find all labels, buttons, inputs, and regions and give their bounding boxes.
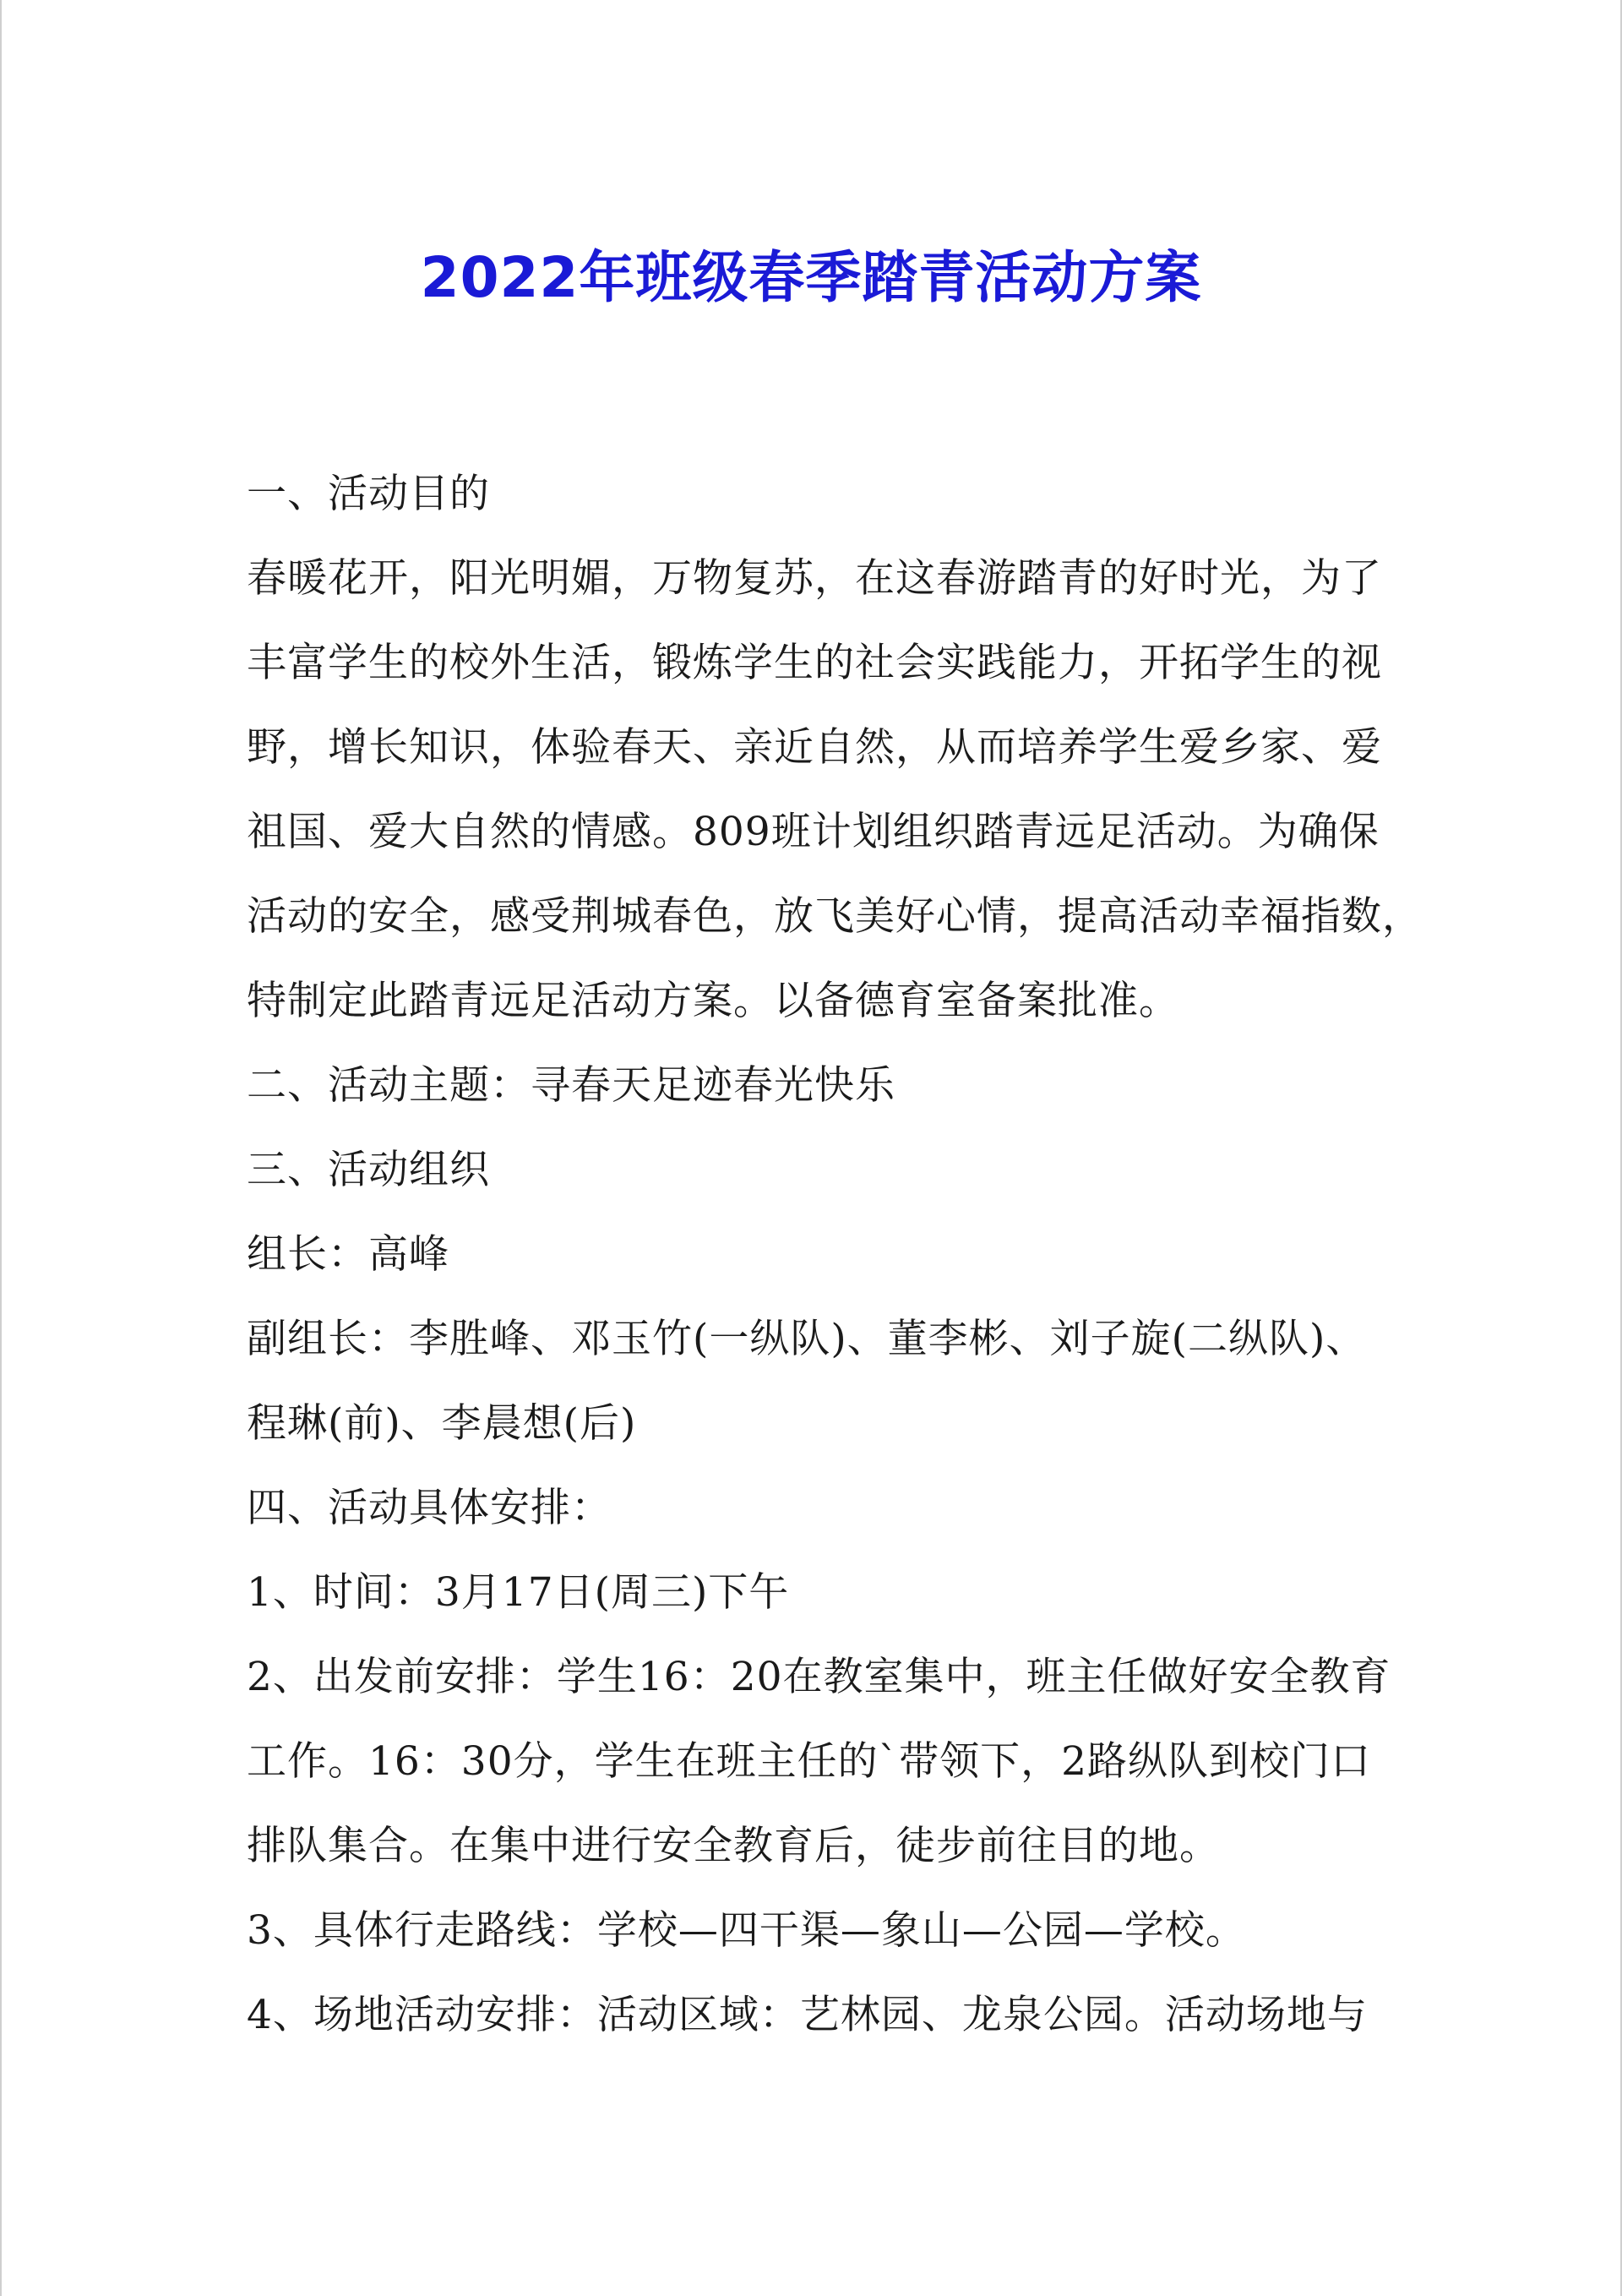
leader-line: 组长：高峰 [247,1231,449,1278]
arrangement-item: 工作。16：30分，学生在班主任的`带领下，2路纵队到校门口 [247,1738,1372,1785]
deputy-leaders-line: 程琳(前)、李晨想(后) [247,1400,637,1447]
paragraph-line: 祖国、爱大自然的情感。809班计划组织踏青远足活动。为确保 [247,809,1380,855]
document-body [247,452,1423,2058]
paragraph-line: 丰富学生的校外生活，锻炼学生的社会实践能力，开拓学生的视 [247,640,1382,686]
section-heading-arrangement: 四、活动具体安排： [247,1485,612,1531]
document-title: 2022年班级春季踏青活动方案 [420,245,1202,311]
paragraph-line: 特制定此踏青远足活动方案。以备德育室备案批准。 [247,978,1179,1024]
page-border-left [0,0,2,2296]
arrangement-item: 排队集合。在集中进行安全教育后，徒步前往目的地。 [247,1823,1220,1869]
paragraph-line: 野，增长知识，体验春天、亲近自然，从而培养学生爱乡家、爱 [247,724,1382,771]
arrangement-item: 4、场地活动安排：活动区域：艺林园、龙泉公园。活动场地与 [247,1992,1368,2038]
deputy-leaders-line: 副组长：李胜峰、邓玉竹(一纵队)、董李彬、刘子旋(二纵队)、 [247,1316,1367,1362]
arrangement-item: 1、时间：3月17日(周三)下午 [247,1569,790,1616]
arrangement-item: 3、具体行走路线：学校—四干渠—象山—公园—学校。 [247,1907,1246,1954]
arrangement-item: 2、出发前安排：学生16：20在教室集中，班主任做好安全教育 [247,1654,1391,1700]
paragraph-line: 活动的安全，感受荆城春色，放飞美好心情，提高活动幸福指数， [247,893,1423,940]
section-heading-purpose: 一、活动目的 [247,471,490,517]
section-heading-theme: 二、活动主题：寻春天足迹春光快乐 [247,1062,895,1109]
section-heading-organization: 三、活动组织 [247,1147,490,1193]
paragraph-line: 春暖花开，阳光明媚，万物复苏，在这春游踏青的好时光，为了 [247,555,1382,602]
